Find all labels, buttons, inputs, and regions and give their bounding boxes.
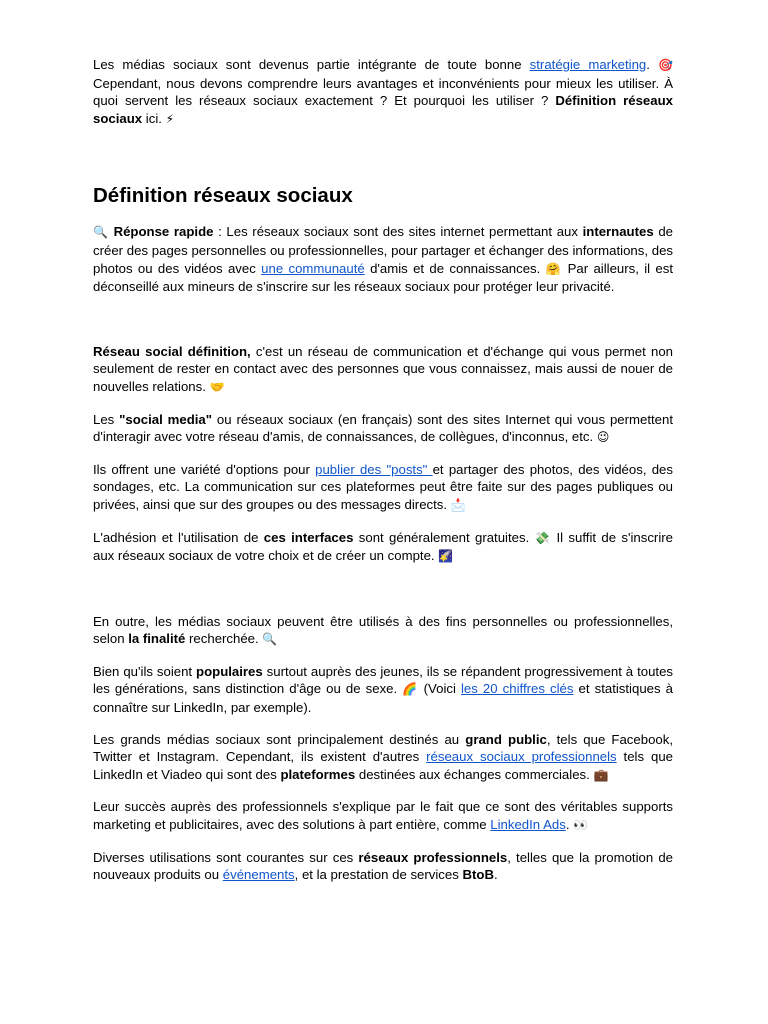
adh-bold: ces interfaces: [263, 529, 354, 545]
link-evenements[interactable]: événements: [222, 867, 295, 883]
div-bold: BtoB: [462, 867, 494, 883]
intro-paragraph: [93, 56, 673, 128]
target-icon: 🎯: [658, 58, 673, 72]
gm-text: destinées aux échanges commerciales.: [355, 766, 594, 782]
link-reseaux-sociaux-professionnels[interactable]: réseaux sociaux professionnels: [426, 749, 617, 765]
gm-bold: plateformes: [280, 766, 356, 782]
gm-text: tels que LinkedIn et Viadeo qui sont des: [93, 749, 673, 782]
quick-bold: Réponse rapide: [113, 224, 214, 240]
pop-text: (Voici: [418, 681, 461, 697]
social-media-paragraph: [93, 411, 673, 447]
populaires-paragraph: [93, 663, 673, 717]
definition-paragraph: [93, 343, 673, 397]
quick-text: Par ailleurs, il est déconseillé aux mineurs de s'inscrire sur les réseaux sociaux pour protéger leur privacité.: [93, 260, 673, 295]
gm-text: Les grands médias sociaux sont principalement destinés au: [93, 731, 466, 747]
link-20-chiffres-cles[interactable]: les 20 chiffres clés: [461, 681, 574, 697]
rainbow-icon: 🌈: [402, 682, 419, 697]
eyes-icon: 👀: [573, 818, 589, 833]
div-text: , et la prestation de services: [294, 867, 463, 883]
def-text: c'est un réseau de communication et d'échange qui vous permet non seulement de rester en contact avec des personnes que vous connaissez, mais aussi de nouer de nouvelles relations.: [93, 343, 673, 394]
intro-text: ici.: [142, 110, 166, 126]
outre-text: En outre, les médias sociaux peuvent être utilisés à des fins personnelles ou professionnelles, selon: [93, 613, 673, 647]
intro-text: .: [646, 57, 659, 72]
document-body: [93, 56, 673, 884]
pop-bold: populaires: [196, 663, 263, 679]
briefcase-icon: 💼: [593, 767, 609, 782]
magnifier-icon: 🔍: [262, 632, 278, 647]
succes-paragraph: [93, 798, 673, 834]
succ-text: Leur succès auprès des professionnels s'explique par le fait que ce sont des véritables supports marketing et publicitaires, avec des solutions à part entière, comme: [93, 799, 673, 833]
shooting-star-icon: 🌠: [438, 549, 454, 564]
intro-text: Cependant, nous devons comprendre leurs avantages et inconvénients pour mieux les utiliser. À quoi servent les réseaux sociaux exactement ? Et pourquoi les utiliser ?: [93, 75, 673, 109]
adh-text: Il suffit de s'inscrire aux réseaux sociaux de votre choix et de créer un compte.: [93, 529, 673, 564]
div-text: Diverses utilisations sont courantes sur ces: [93, 849, 359, 865]
sm-text: ou réseaux sociaux (en français) sont des sites Internet qui vous permettent d'interagir avec votre réseau d'amis, de connaissances, de collègues, d'inconnus, etc.: [93, 411, 673, 445]
quick-text: d'amis et de connaissances.: [364, 260, 546, 276]
options-paragraph: [93, 461, 673, 515]
quick-bold: internautes: [582, 224, 654, 240]
section-heading: Définition réseaux sociaux: [93, 184, 353, 208]
link-une-communaute[interactable]: une communauté: [261, 260, 365, 276]
quick-text: de créer des pages personnelles ou professionnelles, pour partager et échanger des informations, des photos ou des vidéos avec: [93, 224, 673, 276]
pop-text: et statistiques à connaître sur LinkedIn, par exemple).: [93, 681, 673, 716]
lightning-icon: ⚡: [165, 111, 175, 126]
opt-text: et partager des photos, des vidéos, des sondages, etc. La communication sur ces plateformes peut être faite sur des pages publiques ou privées, ainsi que sur des groupes ou des messages directs.: [93, 461, 673, 512]
adh-text: sont généralement gratuites.: [353, 529, 535, 545]
handshake-icon: 🤝: [209, 379, 225, 394]
div-bold: réseaux professionnels: [358, 849, 508, 865]
link-linkedin-ads[interactable]: LinkedIn Ads: [490, 817, 566, 833]
sm-bold: "social media": [119, 411, 213, 427]
quick-text: : Les réseaux sociaux sont des sites internet permettant aux: [213, 224, 583, 240]
magnifier-icon: 🔍: [93, 225, 109, 240]
quick-answer-paragraph: [93, 223, 673, 295]
link-publier-des-posts[interactable]: publier des "posts": [315, 461, 433, 477]
pop-text: Bien qu'ils soient: [93, 663, 197, 679]
intro-bold: Définition réseaux sociaux: [93, 93, 673, 126]
link-strategie-marketing[interactable]: stratégie marketing: [529, 57, 647, 72]
envelope-icon: 📩: [450, 497, 466, 512]
diverses-paragraph: [93, 849, 673, 884]
intro-text: Les médias sociaux sont devenus partie intégrante de toute bonne: [93, 57, 530, 72]
outre-paragraph: [93, 613, 673, 649]
def-bold: Réseau social définition,: [93, 343, 251, 359]
outre-text: recherchée.: [185, 631, 263, 647]
sm-text: Les: [93, 411, 120, 427]
opt-text: Ils offrent une variété d'options pour: [93, 461, 316, 477]
div-text: , telles que la promotion de nouveaux produits ou: [93, 849, 673, 883]
pop-text: surtout auprès des jeunes, ils se répandent progressivement à toutes les générations, sans distinction d'âge ou de sexe.: [93, 663, 673, 697]
money-icon: 💸: [534, 530, 552, 545]
outre-bold: la finalité: [128, 631, 186, 647]
adh-text: L'adhésion et l'utilisation de: [93, 529, 264, 545]
succ-text: .: [565, 817, 574, 833]
gm-bold: grand public: [465, 731, 547, 747]
gm-text: , tels que Facebook, Twitter et Instagram. Cependant, ils existent d'autres: [93, 731, 673, 765]
grands-medias-paragraph: [93, 731, 673, 785]
adhesion-paragraph: [93, 529, 673, 566]
wink-icon: 😉: [596, 430, 610, 445]
div-text: .: [493, 867, 498, 883]
hug-icon: 🤗: [545, 261, 563, 276]
